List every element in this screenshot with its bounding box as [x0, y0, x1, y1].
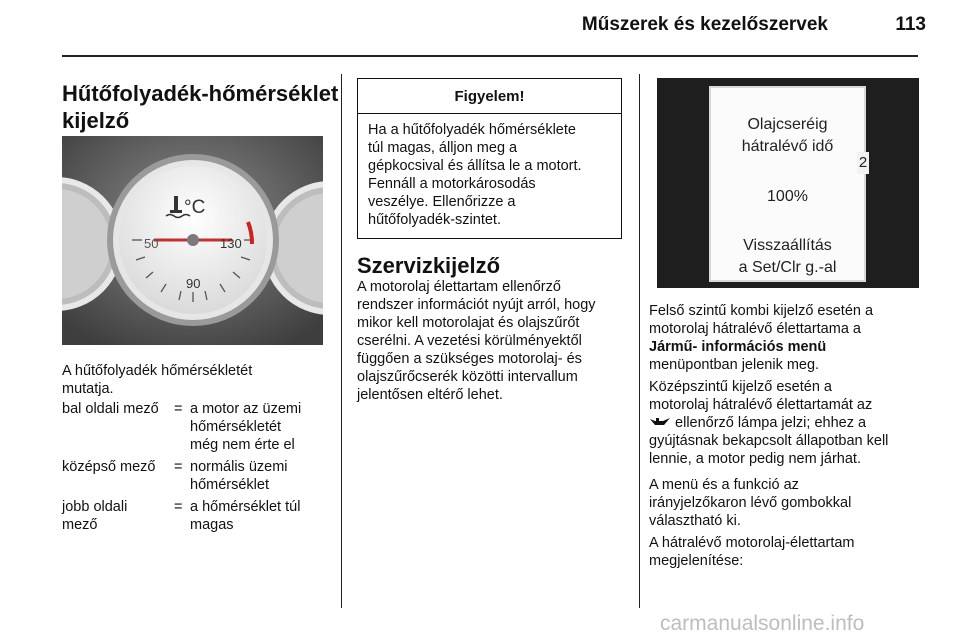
column-divider-right — [639, 74, 640, 608]
definition-row — [62, 498, 324, 538]
definition-description: a hőmérséklet túl magas — [190, 499, 301, 533]
display-line-2: hátralévő idő — [741, 138, 834, 155]
warning-title: Figyelem! — [358, 79, 621, 114]
definition-term: középső mező — [62, 459, 156, 475]
definition-description: a motor az üzemi hőmérsékletét még nem érte el — [190, 401, 302, 453]
service-paragraph: A motorolaj élettartam ellenőrző rendszer információt nyújt arról, hogy mikor kell motorolajat és olajszűrőt cserélni. A vezetési körülményektől függően a szükséges motorolaj- és olajszűrőcserék közötti intervallum jelentősen eltérő lehet. — [357, 279, 596, 403]
coolant-gauge-illustration — [62, 136, 323, 345]
paragraph-upper-level: Felső szintű kombi kijelző esetén a motorolaj hátralévő élettartama a Jármű- információs menü menüpontban jelenik meg. — [649, 303, 874, 373]
display-side-number: 2 — [857, 152, 869, 174]
warning-text: Ha a hűtőfolyadék hőmérséklete túl magas, álljon meg a gépkocsival és állítsa le a motort. Fennáll a motorkárosodás veszélye. Ellenőrizze a hűtőfolyadék-szintet. — [368, 122, 582, 228]
definition-separator: = — [174, 459, 183, 475]
oil-can-icon — [649, 416, 671, 428]
display-line-1: Olajcseréig — [747, 116, 828, 133]
definition-separator: = — [174, 401, 183, 417]
gauge-tick-90: 90 — [186, 276, 201, 291]
section-heading-coolant: Hűtőfolyadék-hőmérséklet kijelző — [62, 81, 339, 133]
paragraph-display-remaining: A hátralévő motorolaj-élettartam megjelenítése: — [649, 535, 855, 569]
warning-box — [357, 78, 622, 239]
display-screen — [709, 86, 866, 282]
running-header-title: Műszerek és kezelőszervek — [581, 14, 828, 35]
coolant-gauge-photo — [62, 136, 323, 345]
gauge-tick-50: 50 — [144, 236, 159, 251]
definition-row — [62, 458, 324, 498]
display-line-3: Visszaállítás — [743, 237, 832, 254]
gauge-caption: A hűtőfolyadék hőmérsékletét mutatja. — [62, 363, 253, 397]
gauge-tick-130: 130 — [220, 236, 242, 251]
display-line-4: a Set/Clr g.-al — [738, 259, 837, 276]
menu-name-bold: Jármű- információs menü — [649, 339, 827, 355]
page-number: 113 — [895, 14, 926, 35]
definition-term: jobb oldali mező — [62, 499, 128, 533]
paragraph-menu-function: A menü és a funkció az irányjelzőkaron lévő gombokkal választható ki. — [649, 477, 852, 529]
column-divider-left — [341, 74, 342, 608]
definition-row — [62, 400, 324, 458]
definition-table — [62, 400, 324, 538]
service-display-photo — [657, 78, 919, 288]
definition-separator: = — [174, 499, 183, 515]
definition-term: bal oldali mező — [62, 401, 159, 417]
definition-description: normális üzemi hőmérséklet — [190, 459, 288, 493]
display-percent: 100% — [767, 188, 808, 205]
paragraph-mid-level: Középszintű kijelző esetén a motorolaj hátralévő élettartamát az ellenőrző lámpa jelzi; ehhez a gyújtásnak bekapcsolt állapotban kell lennie, a motor pedig nem járhat. — [649, 379, 889, 467]
watermark: carmanualsonline.info — [660, 612, 865, 635]
gauge-unit-label: °C — [184, 197, 206, 218]
section-heading-service: Szervizkijelző — [357, 253, 501, 278]
header-divider — [62, 55, 918, 57]
